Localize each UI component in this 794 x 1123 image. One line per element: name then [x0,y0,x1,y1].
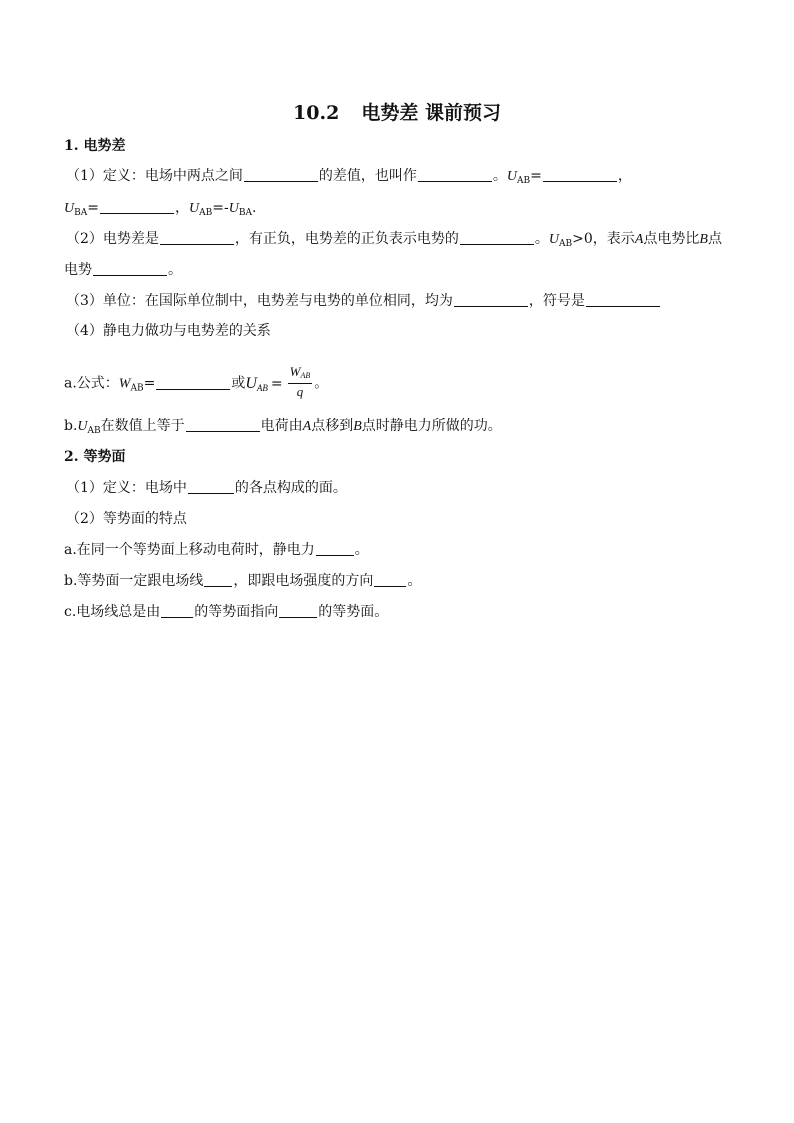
s2-b-line: b.等势面一定跟电场线 ，即跟电场强度的方向 。 [64,573,422,589]
answer-blank[interactable] [279,603,317,618]
answer-blank[interactable] [586,292,660,307]
s1-formula-line: a.公式：$W_{AB}=$ 或$U_{AB}$ = $\frac{W_{AB}}{q}$ 。 [64,364,329,399]
answer-blank[interactable] [186,417,260,432]
answer-blank[interactable] [204,572,232,587]
answer-blank[interactable] [156,375,230,390]
formula-u: $U_{AB}$ [245,374,268,393]
title-number: 10.2 [293,102,340,124]
s1-nature-line: （2）电势差是 ，有正负，电势差的正负表示电势的 。$U_{AB}>0$，表示A点电势比B点 [66,231,722,249]
s2-c-line: c.电场线总是由 的等势面指向 的等势面。 [64,604,389,620]
page-title [0,98,794,125]
answer-blank[interactable] [93,261,167,276]
s2-definition-line: （1）定义：电场中 的各点构成的面。 [66,480,347,496]
s1-definition-line2: $U_{BA}=$ ，$U_{AB}=-U_{BA}$. [64,200,257,218]
title-text: 电势差 课前预习 [361,102,501,124]
answer-blank[interactable] [316,541,354,556]
answer-blank[interactable] [160,230,234,245]
answer-blank[interactable] [454,292,528,307]
answer-blank[interactable] [543,167,617,182]
s1-relation-heading: （4）静电力做功与电势差的关系 [66,323,271,339]
answer-blank[interactable] [244,167,318,182]
answer-blank[interactable] [100,199,174,214]
answer-blank[interactable] [374,572,406,587]
answer-blank[interactable] [188,479,234,494]
s1-b-line: $b.U_{AB}$在数值上等于 电荷由A点移到B点时静电力所做的功。 [64,418,502,436]
section1-heading: 1. 电势差 [64,138,126,154]
s2-a-line: a.在同一个等势面上移动电荷时，静电力 。 [64,542,369,558]
s1-definition-line: （1）定义：电场中两点之间 的差值，也叫作 。$U_{AB}=$ ， [66,168,632,186]
s1-unit-line: （3）单位：在国际单位制中，电势差与电势的单位相同，均为 ，符号是 [66,291,661,311]
section2-heading: 2. 等势面 [64,449,126,465]
answer-blank[interactable] [460,230,534,245]
s1-nature-line2: 电势 。 [64,262,182,278]
s2-features-heading: （2）等势面的特点 [66,511,187,527]
answer-blank[interactable] [161,603,193,618]
answer-blank[interactable] [418,167,492,182]
formula-fraction: $\frac{W_{AB}}{q}$ [289,364,311,399]
